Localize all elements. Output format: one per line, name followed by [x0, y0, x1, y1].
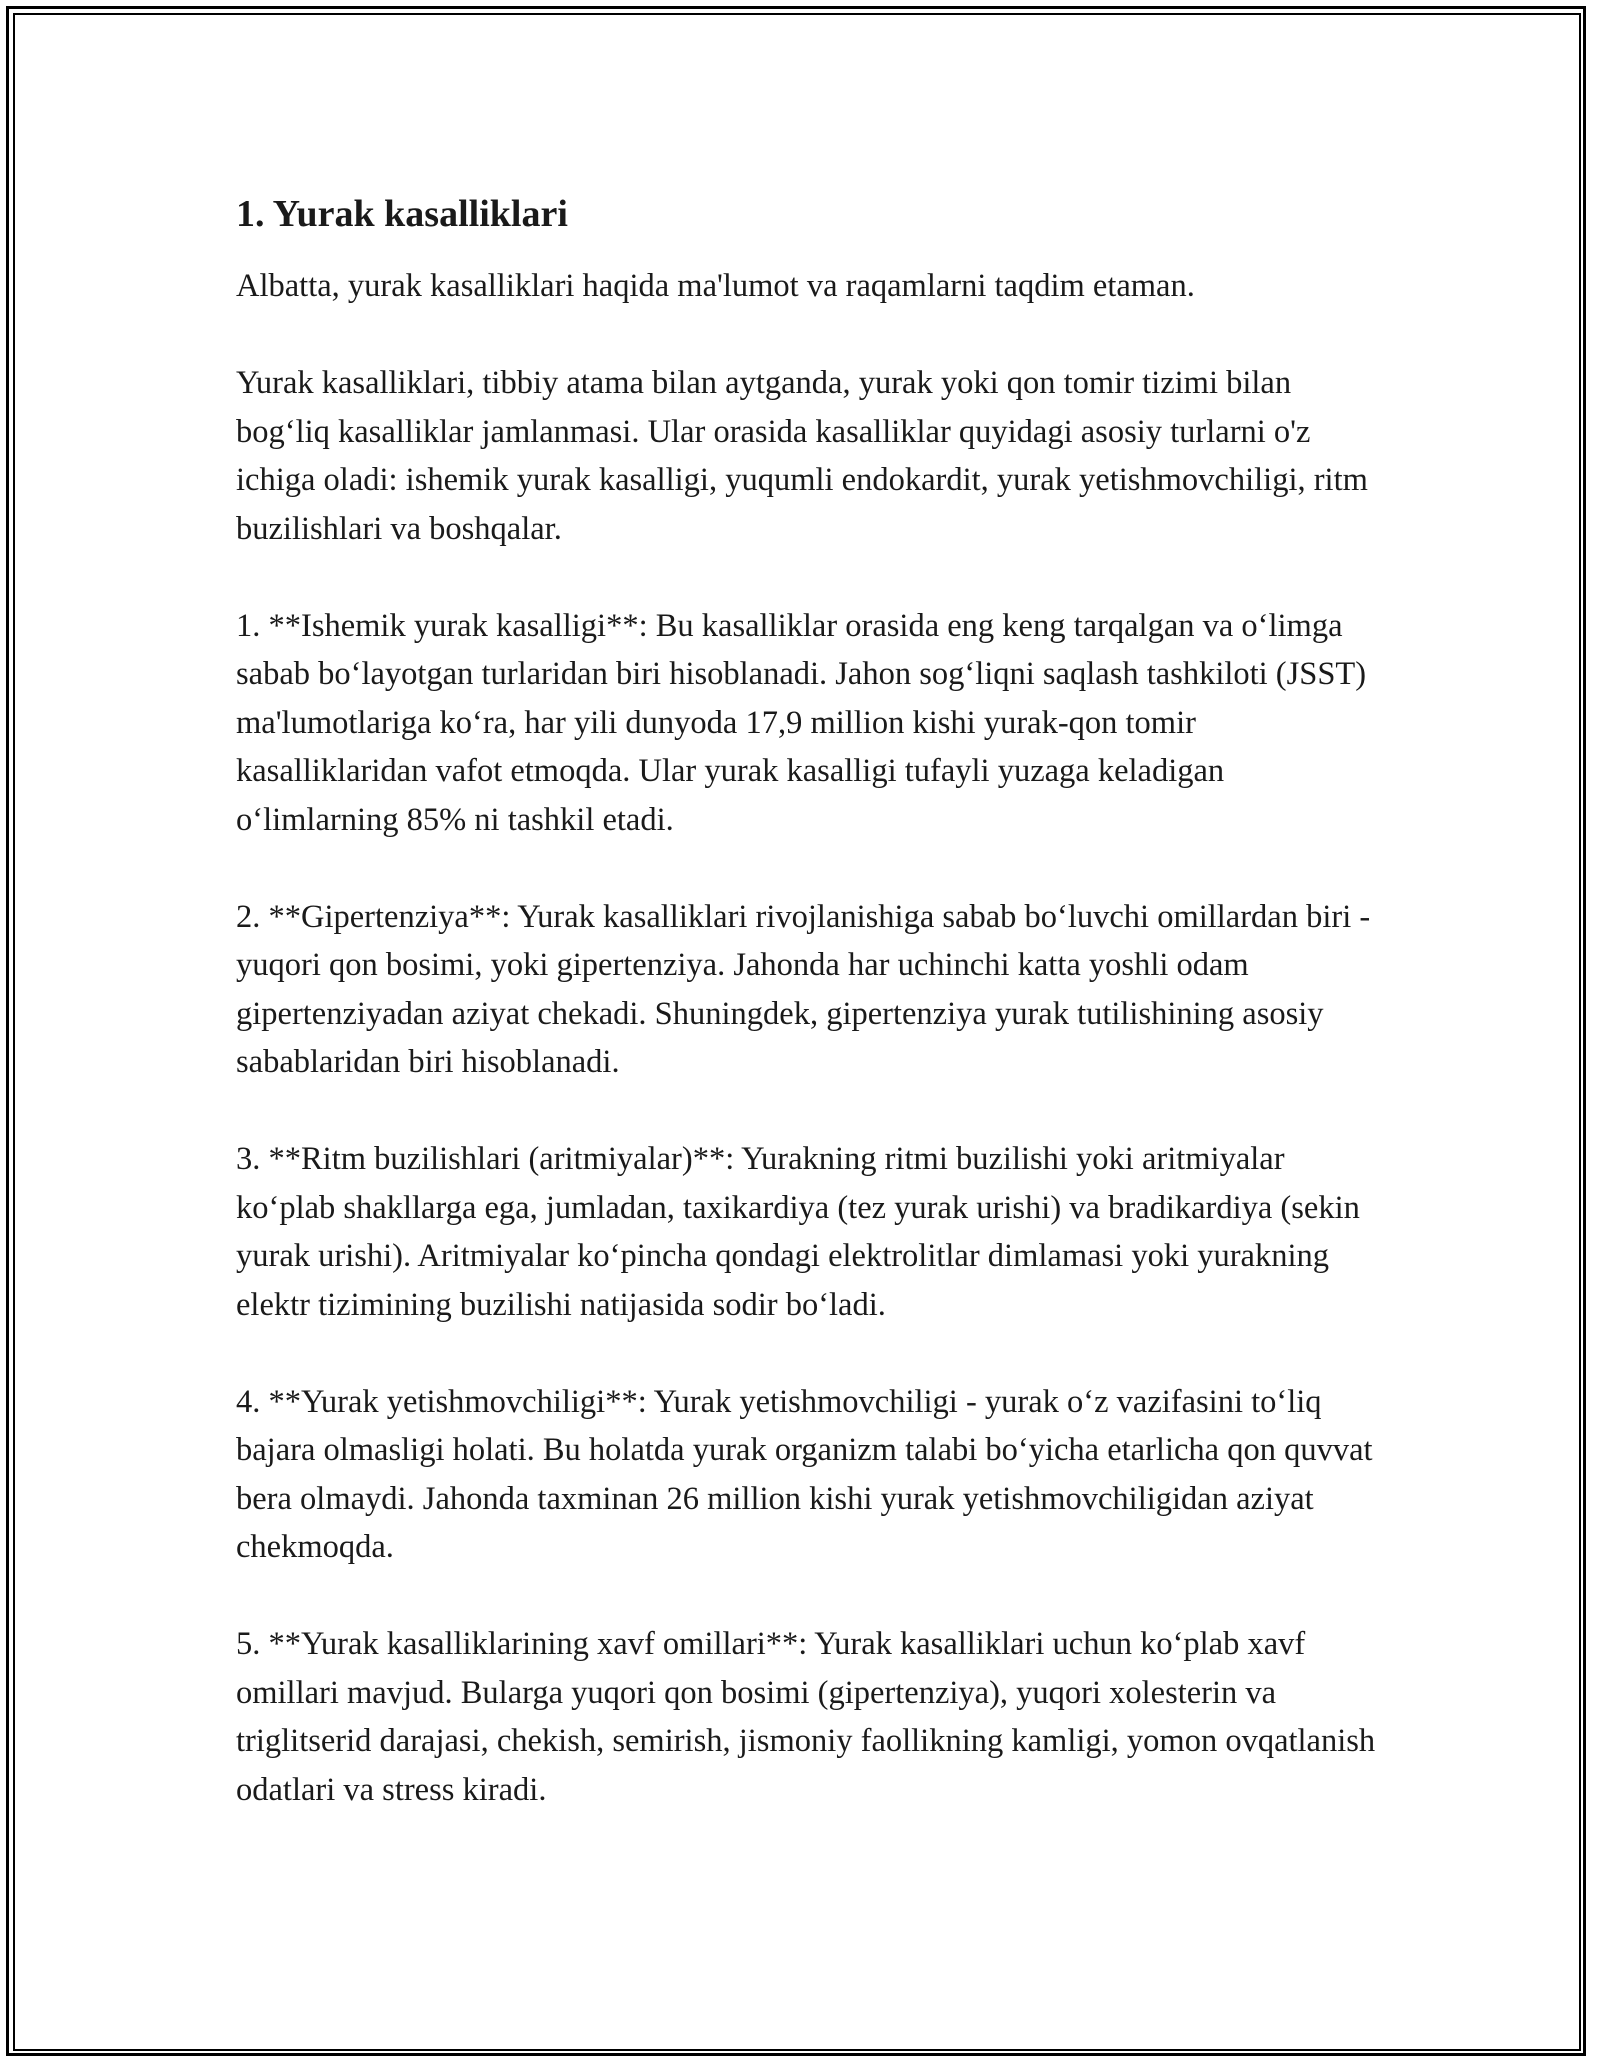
paragraph-hypertension: 2. **Gipertenziya**: Yurak kasalliklari rivojlanishiga sabab bo‘luvchi omillardan biri - yuqori qon bosimi, yoki gipertenziya. Jahonda har uchinchi katta yoshli odam gipertenziyadan aziyat chekadi. Shuningdek, gipertenziya yurak tutilishining asosiy sabablaridan biri hisoblanadi.	[236, 898, 1371, 1080]
paragraph-ischemic: 1. **Ishemik yurak kasalligi**: Bu kasalliklar orasida eng keng tarqalgan va o‘limga sabab bo‘layotgan turlaridan biri hisoblanadi. Jahon sog‘liqni saqlash tashkiloti (JSST) ma'lumotlariga ko‘ra, har yili dunyoda 17,9 million kishi yurak-qon tomir kasalliklaridan vafot etmoqda. Ular yurak kasalligi tufayli yuzaga keladigan o‘limlarning 85% ni tashkil etadi.	[236, 607, 1367, 838]
paragraph-arrhythmia: 3. **Ritm buzilishlari (aritmiyalar)**: Yurakning ritmi buzilishi yoki aritmiyalar ko‘plab shakllarga ega, jumladan, taxikardiya (tez yurak urishi) va bradikardiya (sekin yurak urishi). Aritmiyalar ko‘pincha qondagi elektrolitlar dimlamasi yoki yurakning elektr tizimining buzilishi natijasida sodir bo‘ladi.	[236, 1141, 1360, 1323]
paragraph-intro: Albatta, yurak kasalliklari haqida ma'lumot va raqamlarni taqdim etaman.	[236, 268, 1195, 304]
paragraph-heart-failure: 4. **Yurak yetishmovchiligi**: Yurak yetishmovchiligi - yurak o‘z vazifasini to‘liq bajara olmasligi holati. Bu holatda yurak organizm talabi bo‘yicha etarlicha qon quvvat bera olmaydi. Jahonda taxminan 26 million kishi yurak yetishmovchiligidan aziyat chekmoqda.	[236, 1383, 1373, 1565]
document-body	[236, 186, 1376, 1814]
paragraph-definition: Yurak kasalliklari, tibbiy atama bilan aytganda, yurak yoki qon tomir tizimi bilan bog‘liq kasalliklar jamlanmasi. Ular orasida kasalliklar quyidagi asosiy turlarni o'z ichiga oladi: ishemik yurak kasalligi, yuqumli endokardit, yurak yetishmovchiligi, ritm buzilishlari va boshqalar.	[236, 365, 1368, 547]
paragraph-risk-factors: 5. **Yurak kasalliklarining xavf omillari**: Yurak kasalliklari uchun ko‘plab xavf omillari mavjud. Bularga yuqori qon bosimi (gipertenziya), yuqori xolesterin va triglitserid darajasi, chekish, semirish, jismoniy faollikning kamligi, yomon ovqatlanish odatlari va stress kiradi.	[236, 1626, 1376, 1808]
document-title: 1. Yurak kasalliklari	[236, 193, 568, 235]
